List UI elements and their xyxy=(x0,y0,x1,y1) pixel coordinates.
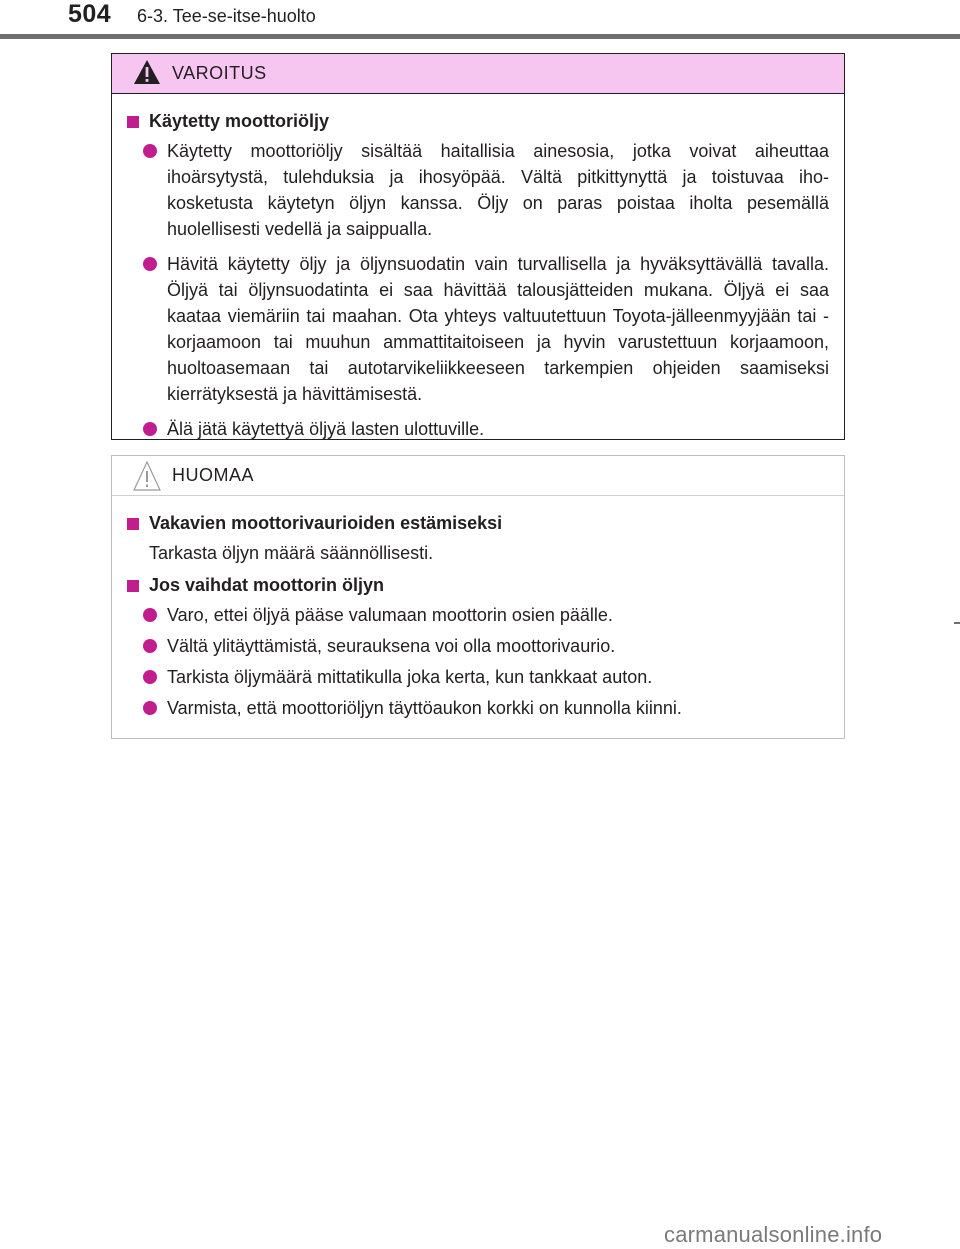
notice-heading-2 xyxy=(125,572,829,599)
notice-bullet xyxy=(125,695,829,721)
section-title: 6-3. Tee-se-itse-huolto xyxy=(137,6,316,26)
notice-bullet-text: Varo, ettei öljyä pääse valumaan moottorin osien päälle. xyxy=(167,605,613,625)
round-bullet-icon xyxy=(143,701,157,715)
notice-bullet xyxy=(125,664,829,690)
warning-bullet xyxy=(125,138,829,242)
round-bullet-icon xyxy=(143,144,157,158)
warning-box xyxy=(111,53,845,440)
margin-tick xyxy=(954,622,960,624)
notice-box xyxy=(111,455,845,739)
page-number: 504 xyxy=(68,0,112,28)
square-bullet-icon xyxy=(127,518,139,530)
round-bullet-icon xyxy=(143,670,157,684)
warning-bullet-text: Älä jätä käytettyä öljyä lasten ulottuville. xyxy=(167,419,485,439)
round-bullet-icon xyxy=(143,257,157,271)
notice-heading-1-text: Vakavien moottorivaurioiden estämiseksi xyxy=(149,513,503,533)
warning-label: VAROITUS xyxy=(172,63,267,83)
square-bullet-icon xyxy=(127,116,139,128)
warning-triangle-icon xyxy=(132,58,162,91)
notice-header xyxy=(112,456,844,496)
notice-heading-1 xyxy=(125,510,829,537)
round-bullet-icon xyxy=(143,639,157,653)
caution-outline-triangle-icon xyxy=(132,460,162,497)
warning-body xyxy=(112,94,844,442)
notice-bullet-text: Tarkista öljymäärä mittatikulla joka kerta, kun tankkaat auton. xyxy=(167,667,653,687)
warning-header xyxy=(112,54,844,94)
warning-heading xyxy=(125,108,829,135)
notice-heading-2-text: Jos vaihdat moottorin öljyn xyxy=(149,575,385,595)
round-bullet-icon xyxy=(143,422,157,436)
notice-label: HUOMAA xyxy=(172,465,255,485)
notice-bullet xyxy=(125,602,829,628)
warning-bullet-text: Hävitä käytetty öljy ja öljynsuodatin vain turvallisella ja hyväksyttävällä tavalla. Öljyä tai öljynsuodatinta ei saa hävittää talousjätteiden mukana. Öljyä ei saa kaataa viemäriin tai maahan. Ota yhteys valtuutettuun Toyota-jälleenmyyjään tai -korjaamoon tai muuhun ammattitaitoiseen ja hyvin varustettuun korjaamoon, huoltoasemaan tai autotarvikeliikkeeseen tarkempien ohjeiden saamiseksi kierrätyksestä ja hävittämisestä. xyxy=(167,254,829,404)
warning-heading-text: Käytetty moottoriöljy xyxy=(149,111,330,131)
notice-bullet xyxy=(125,633,829,659)
warning-bullet xyxy=(125,416,829,442)
header-rule xyxy=(0,34,960,39)
notice-text: Tarkasta öljyn määrä säännöllisesti. xyxy=(149,543,434,563)
round-bullet-icon xyxy=(143,608,157,622)
warning-bullet xyxy=(125,251,829,407)
watermark: carmanualsonline.info xyxy=(664,1222,883,1247)
notice-bullet-text: Vältä ylitäyttämistä, seurauksena voi olla moottorivaurio. xyxy=(167,636,616,656)
square-bullet-icon xyxy=(127,580,139,592)
warning-bullet-text: Käytetty moottoriöljy sisältää haitallisia ainesosia, jotka voivat aiheuttaa ihoärsytystä, tulehduksia ja ihosyöpää. Vältä pitkittynyttä ja toistuvaa iho-kosketusta käytetyn öljyn kanssa. Öljy on paras poistaa iholta pesemällä huolellisesti vedellä ja saippualla. xyxy=(167,141,829,239)
notice-bullet-text: Varmista, että moottoriöljyn täyttöaukon korkki on kunnolla kiinni. xyxy=(167,698,682,718)
notice-body xyxy=(112,496,844,721)
